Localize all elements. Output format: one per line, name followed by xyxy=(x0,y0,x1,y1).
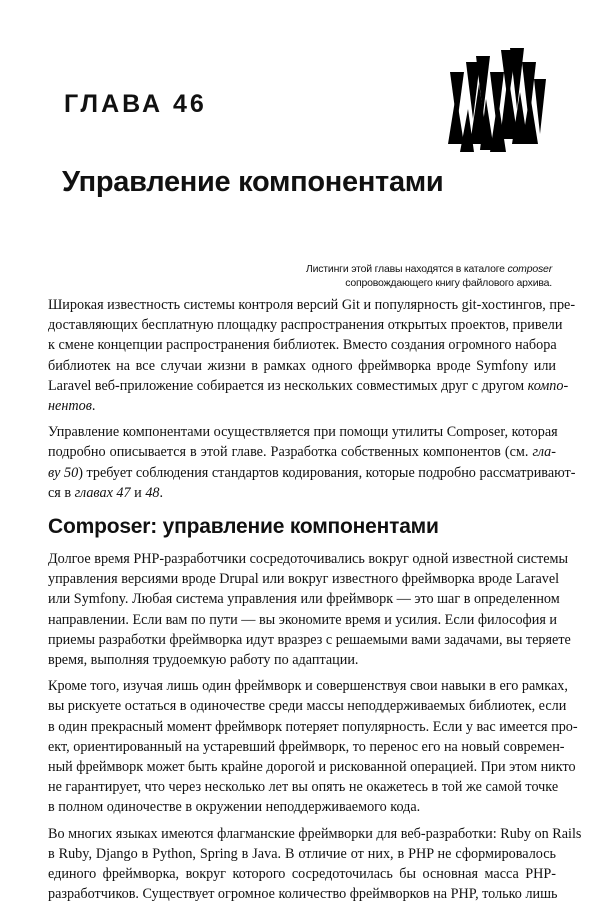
text-line xyxy=(48,483,556,503)
chapter-label: ГЛАВА 46 xyxy=(64,90,207,118)
text-line: не гарантирует, что через несколько лет вы опять не окажетесь в той же самой точке xyxy=(48,779,559,796)
text-line: время, выполняя трудоемкую работу по адаптации. xyxy=(48,652,359,669)
text-line: единого фреймворка, вокруг которого сосредоточилась бы основная масса PHP- xyxy=(48,865,556,882)
intro-paragraph-1 xyxy=(48,295,576,416)
text-line: Кроме того, изучая лишь один фреймворк и совершенствуя свои навыки в его рамках, xyxy=(48,678,568,695)
text-span: ) требует соблюдения стандартов кодирования, которые подробно рассматривают- xyxy=(78,464,576,481)
term-italic: нентов xyxy=(48,397,92,414)
section-heading: Composer: управление компонентами xyxy=(48,514,439,538)
text-line: Управление компонентами осуществляется при помощи утилиты Composer, которая xyxy=(48,424,558,441)
note-text-line2: сопровождающего книгу файлового архива. xyxy=(345,277,552,289)
chapter-ref: гла- xyxy=(532,444,556,461)
text-line: направлении. Если вам по пути — вы экономите время и усилия. Если философия и xyxy=(48,611,558,628)
text-line: вы рискуете остаться в одиночестве среди массы неподдерживаемых библиотек, если xyxy=(48,698,567,715)
chapter-ref: 48 xyxy=(145,484,160,501)
text-line: ный фреймворк может быть крайне дорогой и рискованной операцией. При этом никто xyxy=(48,758,576,775)
text-line xyxy=(48,463,576,483)
text-line: в один прекрасный момент фреймворк потеряет популярность. Если у вас имеется про- xyxy=(48,718,578,735)
text-line: приемы разработки фреймворка идут вразрез с решаемыми вами задачами, вы теряете xyxy=(48,631,571,648)
text-line xyxy=(48,376,569,396)
page-body xyxy=(48,295,582,910)
text-line xyxy=(48,396,556,416)
section-paragraph xyxy=(48,676,578,817)
text-span: ся в xyxy=(48,484,75,501)
text-line: в полном одиночестве в окружении неподдерживаемого кода. xyxy=(48,799,421,816)
chapter-ref: ву 50 xyxy=(48,464,79,481)
text-span: . xyxy=(91,397,96,414)
text-line: доставляющих бесплатную площадку распространения открытых проектов, привели xyxy=(48,317,563,334)
text-span: . xyxy=(159,484,164,501)
text-line: Во многих языках имеются флагманские фреймворки для веб-разработки: Ruby on Rails xyxy=(48,825,582,842)
text-line: Долгое время PHP-разработчики сосредоточивались вокруг одной известной системы xyxy=(48,551,569,568)
text-line: или Symfony. Любая система управления или фреймворк — это шаг в определенном xyxy=(48,591,560,608)
intro-paragraph-2 xyxy=(48,422,576,503)
text-line xyxy=(48,442,556,462)
text-line: к смене концепции распространения библиотек. Вместо создания огромного набора xyxy=(48,337,557,354)
section-paragraphs xyxy=(48,549,582,904)
text-line: Широкая известность системы контроля версий Git и популярность git-хостингов, пре- xyxy=(48,297,576,313)
term-italic: компо- xyxy=(527,377,569,394)
chapter-title: Управление компонентами xyxy=(62,166,444,198)
text-span: Laravel веб-приложение собирается из нескольких совместимых друг с другом xyxy=(48,377,528,394)
text-span: и xyxy=(130,484,146,501)
section-paragraph xyxy=(48,549,571,670)
text-line: разработчиков. Существует огромное количество фреймворков на PHP, только лишь xyxy=(48,886,558,903)
text-line: ект, ориентированный на устаревший фреймворк, то перенос его на новый современ- xyxy=(48,738,565,755)
listing-note xyxy=(306,262,552,290)
note-text: Листинги этой главы находятся в каталоге xyxy=(305,263,508,275)
text-line: управления версиями вроде Drupal или вокруг известного фреймворка вроде Laravel xyxy=(48,571,560,588)
text-line: в Ruby, Django в Python, Spring в Java. В отличие от них, в PHP не сформировалось xyxy=(48,845,556,862)
chapter-logo-icon xyxy=(446,44,552,154)
section-paragraph xyxy=(48,824,582,905)
note-folder-name: composer xyxy=(507,263,552,275)
text-span: подробно описывается в этой главе. Разработка собственных компонентов (см. xyxy=(48,444,533,461)
text-line: библиотек на все случаи жизни в рамках одного фреймворка вроде Symfony или xyxy=(48,357,556,374)
chapter-ref: главах 47 xyxy=(74,484,131,501)
